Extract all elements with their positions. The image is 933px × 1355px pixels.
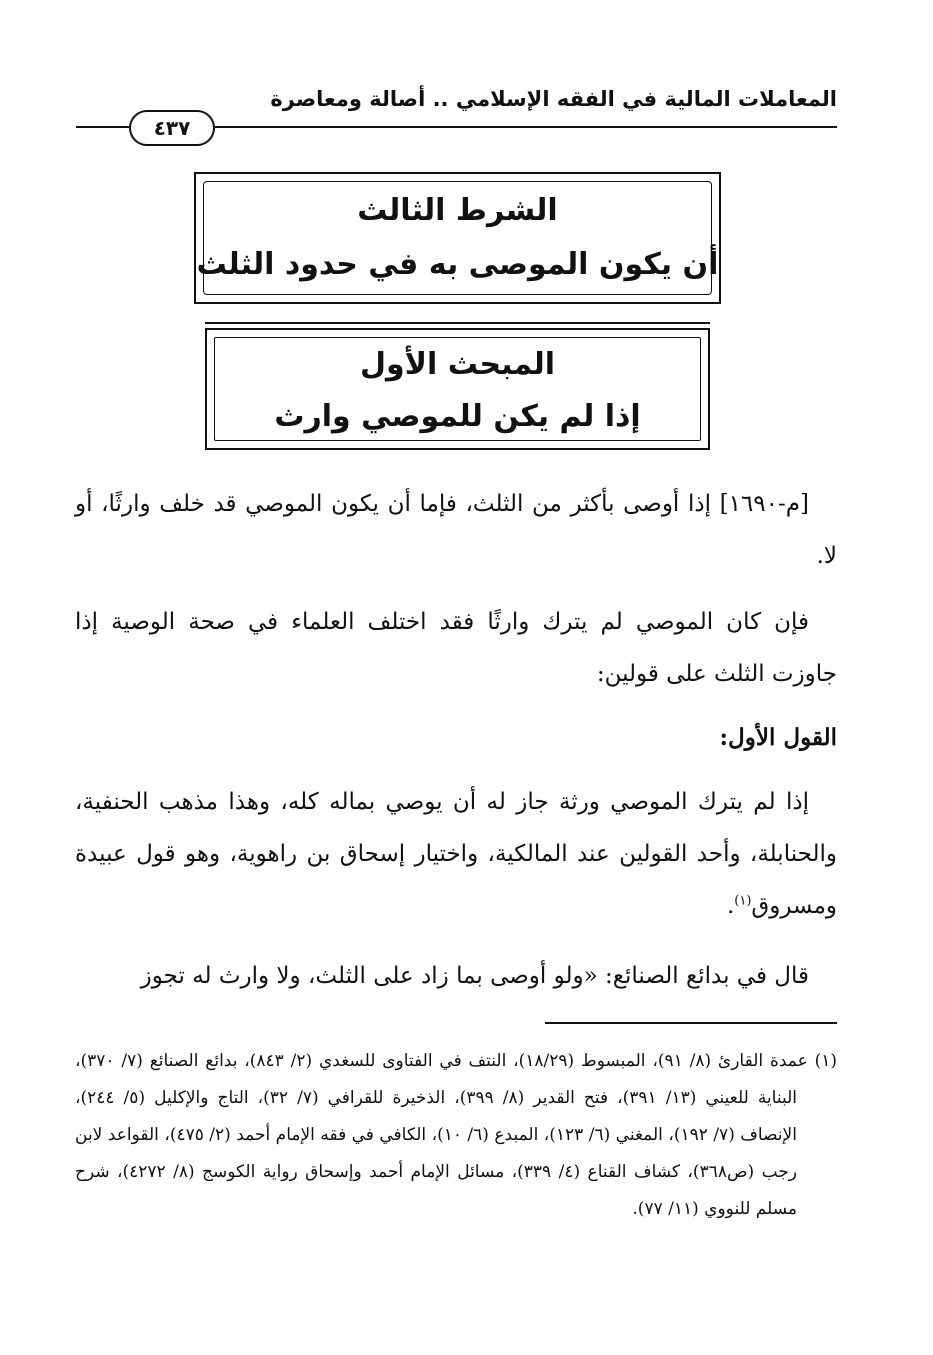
opinion-heading: القول الأول:: [719, 724, 837, 751]
page-number-badge: ٤٣٧: [129, 110, 215, 146]
paragraph-3-text: إذا لم يترك الموصي ورثة جاز له أن يوصي بماله كله، وهذا مذهب الحنفية، والحنابلة، وأحد القولين عند المالكية، واختيار إسحاق بن راهوية، وهو قول عبيدة ومسروق: [75, 789, 837, 919]
divider-rule: [205, 322, 710, 324]
running-header-title: المعاملات المالية في الفقه الإسلامي .. أصالة ومعاصرة: [270, 87, 837, 111]
paragraph-2: فإن كان الموصي لم يترك وارثًا فقد اختلف العلماء في صحة الوصية إذا جاوزت الثلث على قولين:: [75, 609, 837, 687]
paragraph-3-end: .: [726, 893, 735, 919]
subsection-title-box: [205, 328, 710, 450]
section-title-line-1: الشرط الثالث: [357, 193, 558, 228]
paragraph-3: [75, 776, 837, 932]
subsection-title-line-2: إذا لم يكن للموصي وارث: [274, 399, 641, 434]
footnote-reference: (١): [734, 893, 752, 909]
subsection-title-line-1: المبحث الأول: [359, 347, 556, 382]
paragraph-1: [م-١٦٩٠] إذا أوصى بأكثر من الثلث، فإما أن يكون الموصي قد خلف وارثًا، أو لا.: [75, 491, 837, 569]
section-title-line-2: أن يكون الموصى به في حدود الثلث: [196, 247, 719, 282]
paragraph-4: قال في بدائع الصنائع: «ولو أوصى بما زاد على الثلث، ولا وارث له تجوز: [140, 963, 809, 989]
footnote-1: (١) عمدة القارئ (٨/ ٩١)، المبسوط (١٨/٢٩)، النتف في الفتاوى للسغدي (٢/ ٨٤٣)، بدائع الصنائع (٧/ ٣٧٠)، البناية للعيني (١٣/ ٣٩١)، فتح القدير (٨/ ٣٩٩)، الذخيرة للقرافي (٧/ ٣٢)، التاج والإكليل (٥/ ٢٤٤)، الإنصاف (٧/ ١٩٢)، المغني (٦/ ١٢٣)، المبدع (٦/ ١٠)، الكافي في فقه الإمام أحمد (٢/ ٤٧٥)، القواعد لابن رجب (ص٣٦٨)، كشاف القناع (٤/ ٣٣٩)، مسائل الإمام أحمد وإسحاق رواية الكوسج (٨/ ٤٢٧٢)، شرح مسلم للنووي (١١/ ٧٧).: [75, 1051, 838, 1219]
footnote-separator: [545, 1022, 837, 1024]
section-title-box: [194, 172, 721, 304]
